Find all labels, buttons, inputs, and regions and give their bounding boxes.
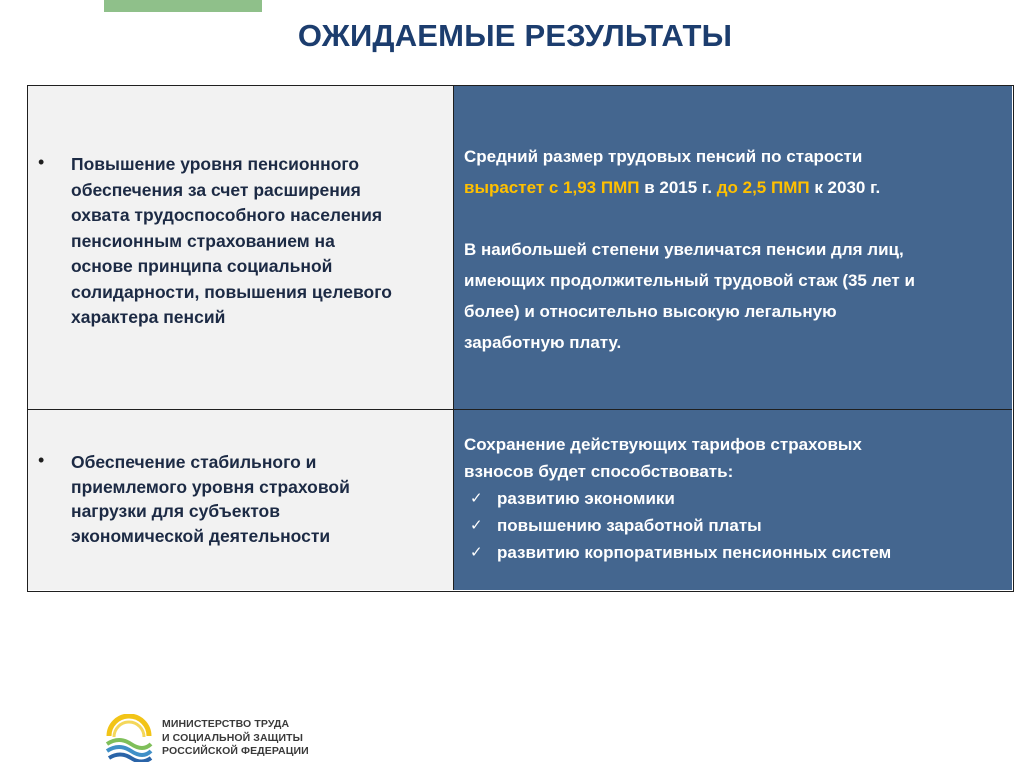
text-line: основе принципа социальной bbox=[71, 256, 333, 276]
text-line: взносов будет способствовать: bbox=[464, 462, 734, 481]
list-item bbox=[464, 485, 1009, 512]
list-item-label: повышению заработной платы bbox=[497, 516, 762, 535]
list-item bbox=[464, 539, 1009, 566]
text-line: заработную плату. bbox=[464, 333, 622, 352]
top-accent-bar bbox=[104, 0, 262, 12]
row1-left-text bbox=[71, 152, 451, 331]
ministry-logo-icon bbox=[105, 714, 153, 762]
text-line: солидарности, повышения целевого bbox=[71, 281, 392, 302]
row1-right-cell bbox=[454, 86, 1012, 410]
row2-right-text bbox=[464, 431, 1009, 566]
text-line: обеспечения за счет расширения bbox=[71, 179, 361, 200]
list-item bbox=[464, 512, 1009, 539]
text-segment: к 2030 г. bbox=[809, 178, 881, 197]
logo-text-line: И СОЦИАЛЬНОЙ ЗАЩИТЫ bbox=[162, 731, 304, 744]
row1-left-cell bbox=[28, 86, 454, 410]
checkmark-icon: ✓ bbox=[470, 517, 483, 534]
row2-left-cell bbox=[28, 410, 454, 590]
bullet-icon: • bbox=[38, 152, 45, 172]
text-line: охвата трудоспособного населения bbox=[71, 205, 383, 225]
benefits-list bbox=[464, 485, 1009, 566]
row1-right-text bbox=[464, 141, 1009, 358]
text-line: Повышение уровня пенсионного bbox=[71, 154, 360, 174]
text-line: пенсионным страхованием на bbox=[71, 230, 335, 251]
bullet-icon: • bbox=[38, 450, 45, 470]
text-line: более) и относительно высокую легальную bbox=[464, 302, 837, 321]
text-line: нагрузки для субъектов bbox=[71, 501, 281, 521]
text-line: имеющих продолжительный трудовой стаж (35 лет и bbox=[464, 271, 915, 290]
checkmark-icon: ✓ bbox=[470, 490, 483, 507]
text-line: В наибольшей степени увеличатся пенсии для лиц, bbox=[464, 240, 904, 259]
page-title: ОЖИДАЕМЫЕ РЕЗУЛЬТАТЫ bbox=[297, 18, 733, 53]
highlight-target: до 2,5 ПМП bbox=[716, 178, 810, 197]
logo-text-line: РОССИЙСКОЙ ФЕДЕРАЦИИ bbox=[162, 745, 309, 757]
results-table bbox=[27, 85, 1014, 592]
checkmark-icon: ✓ bbox=[470, 544, 483, 561]
text-line: Обеспечение стабильного и bbox=[71, 452, 317, 472]
text-line: характера пенсий bbox=[71, 307, 226, 327]
text-segment: в 2015 г. bbox=[639, 178, 717, 197]
text-line: приемлемого уровня страховой bbox=[71, 476, 350, 497]
growth-forecast-line bbox=[464, 172, 1009, 203]
paragraph-gap bbox=[464, 203, 1009, 234]
logo-text-line: МИНИСТЕРСТВО ТРУДА bbox=[162, 718, 290, 730]
row2-right-cell bbox=[454, 410, 1012, 590]
list-item-label: развитию корпоративных пенсионных систем bbox=[497, 543, 892, 562]
ministry-name bbox=[162, 718, 309, 759]
text-line: экономической деятельности bbox=[71, 525, 331, 546]
text-line: Средний размер трудовых пенсий по старости bbox=[464, 147, 863, 166]
text-line: Сохранение действующих тарифов страховых bbox=[464, 435, 862, 454]
highlight-growth: вырастет с 1,93 ПМП bbox=[464, 178, 640, 197]
row2-left-text bbox=[71, 450, 451, 548]
list-item-label: развитию экономики bbox=[497, 489, 675, 508]
